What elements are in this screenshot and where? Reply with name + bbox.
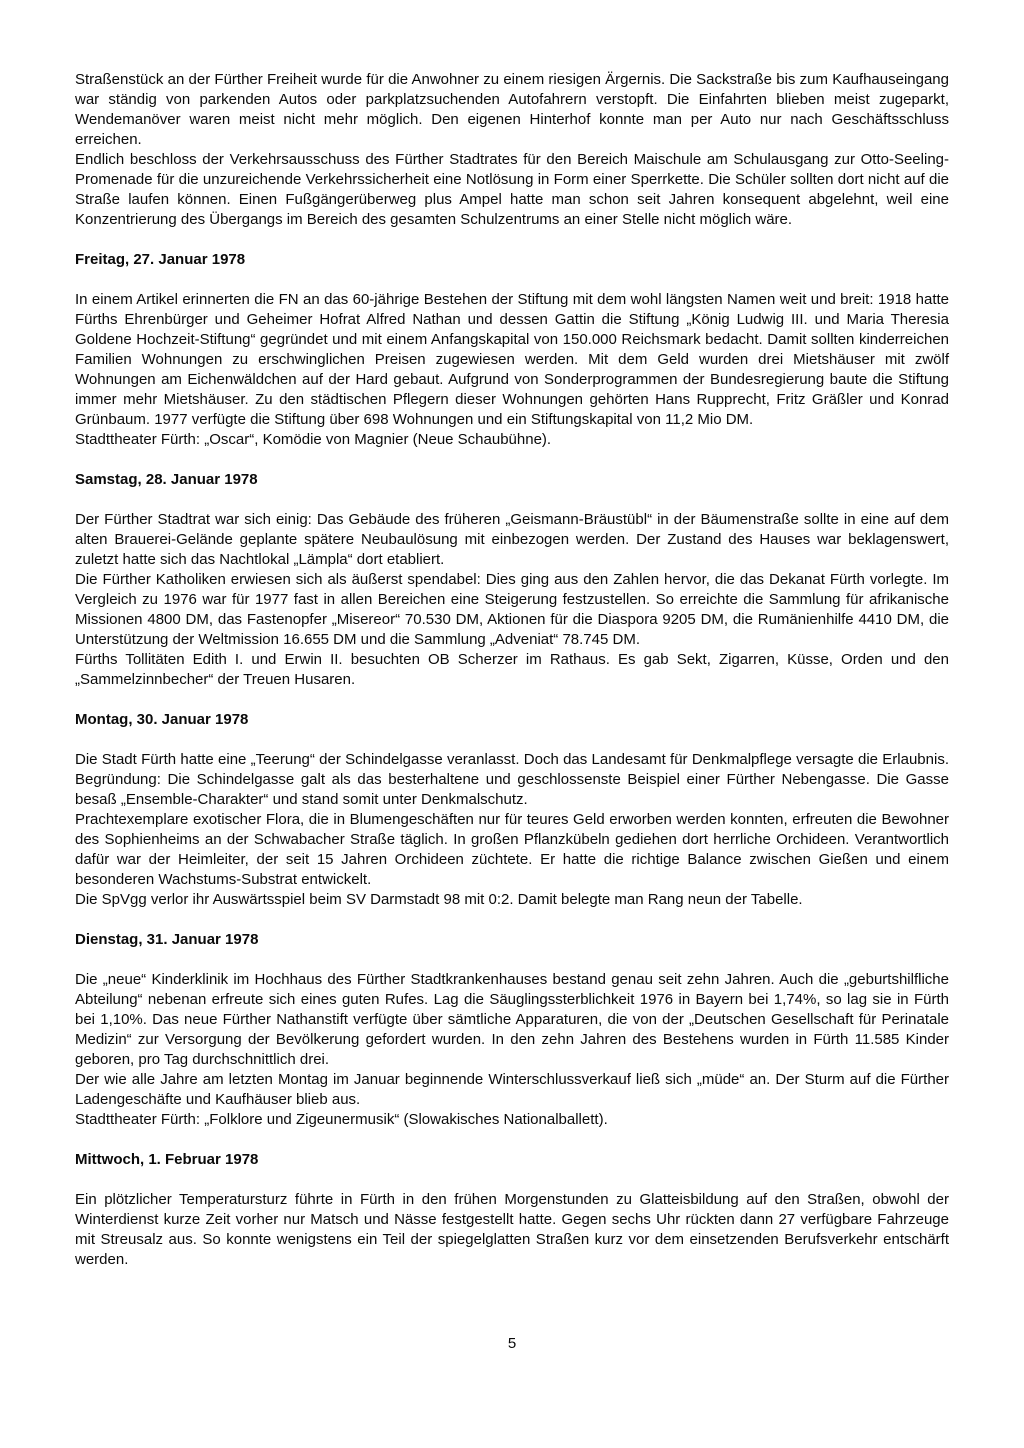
paragraph: Stadttheater Fürth: „Folklore und Zigeunermusik“ (Slowakisches Nationalballett).	[75, 1111, 608, 1128]
paragraph: Straßenstück an der Fürther Freiheit wurde für die Anwohner zu einem riesigen Ärgernis. Die Sackstraße bis zum Kaufhauseingang war ständig von parkenden Autos oder parkplatzsuchenden Autofahrern verstopft. Die Einfahrten blieben meist zugeparkt, Wendemanöver waren meist nicht mehr möglich. Den eigenen Hinterhof konnte man per Auto nur nach Geschäftsschluss erreichen.	[75, 71, 949, 148]
paragraph: Endlich beschloss der Verkehrsausschuss des Fürther Stadtrates für den Bereich Maischule am Schulausgang zur Otto-Seeling-Promenade für die unzureichende Verkehrssicherheit eine Notlösung in Form einer Sperrkette. Die Schüler sollten dort nicht auf die Straße laufen können. Einen Fußgängerüberweg plus Ampel hatte man schon seit Jahren konsequent abgelehnt, weil eine Konzentrierung des Übergangs im Bereich des gesamten Schulzentrums an einer Stelle nicht möglich wäre.	[75, 151, 949, 228]
paragraph: Der wie alle Jahre am letzten Montag im Januar beginnende Winterschlussverkauf ließ sich „müde“ an. Der Sturm auf die Fürther Ladengeschäfte und Kaufhäuser blieb aus.	[75, 1071, 949, 1108]
paragraph: In einem Artikel erinnerten die FN an das 60-jährige Bestehen der Stiftung mit dem wohl längsten Namen weit und breit: 1918 hatte Fürths Ehrenbürger und Geheimer Hofrat Alfred Nathan und dessen Gattin die Stiftung „König Ludwig III. und Maria Theresia Goldene Hochzeit-Stiftung“ gegründet und mit einem Anfangskapital von 150.000 Reichsmark bedacht. Damit sollten kinderreichen Familien Wohnungen zu erschwinglichen Preisen zugewiesen werden. Mit dem Geld wurden drei Mietshäuser mit zwölf Wohnungen am Eichenwäldchen auf der Hard gebaut. Aufgrund von Sonderprogrammen der Bundesregierung baute die Stiftung immer mehr Mietshäuser. Zu den städtischen Pflegern dieser Wohnungen gehörten Hans Rupprecht, Fritz Gräßler und Konrad Grünbaum. 1977 verfügte die Stiftung über 698 Wohnungen und ein Stiftungskapital von 11,2 Mio DM.	[75, 291, 949, 428]
paragraph: Die Fürther Katholiken erwiesen sich als äußerst spendabel: Dies ging aus den Zahlen hervor, die das Dekanat Fürth vorlegte. Im Vergleich zu 1976 war für 1977 fast in allen Bereichen eine Steigerung festzustellen. So erreichte die Sammlung für afrikanische Missionen 4800 DM, das Fastenopfer „Misereor“ 70.530 DM, Aktionen für die Diaspora 9205 DM, die Rumänienhilfe 4410 DM, die Unterstützung der Weltmission 16.655 DM und die Sammlung „Adveniat“ 78.745 DM.	[75, 571, 949, 648]
paragraph: Stadttheater Fürth: „Oscar“, Komödie von Magnier (Neue Schaubühne).	[75, 431, 552, 448]
page-number: 5	[507, 1335, 517, 1352]
paragraph: Die „neue“ Kinderklinik im Hochhaus des Fürther Stadtkrankenhauses bestand genau seit zehn Jahren. Auch die „geburtshilfliche Abteilung“ nebenan erfreute sich eines guten Rufes. Lag die Säuglingssterblichkeit 1976 in Bayern bei 1,74%, so lag sie in Fürth bei 1,10%. Das neue Fürther Nathanstift verfügte über sämtliche Apparaturen, die von der „Deutschen Gesellschaft für Perinatale Medizin“ zur Versorgung der Bevölkerung gefordert wurden. In den zehn Jahren des Bestehens wurden in Fürth 11.585 Kinder geboren, pro Tag durchschnittlich drei.	[75, 971, 949, 1068]
document-content	[75, 70, 949, 1270]
paragraph: Die Stadt Fürth hatte eine „Teerung“ der Schindelgasse veranlasst. Doch das Landesamt für Denkmalpflege versagte die Erlaubnis. Begründung: Die Schindelgasse galt als das besterhaltene und geschlossenste Beispiel einer Fürther Nebengasse. Die Gasse besaß „Ensemble-Charakter“ und stand somit unter Denkmalschutz.	[75, 751, 949, 808]
section-heading: Montag, 30. Januar 1978	[75, 711, 249, 728]
section-heading: Mittwoch, 1. Februar 1978	[75, 1151, 259, 1168]
paragraph: Fürths Tollitäten Edith I. und Erwin II. besuchten OB Scherzer im Rathaus. Es gab Sekt, Zigarren, Küsse, Orden und den „Sammelzinnbecher“ der Treuen Husaren.	[75, 651, 949, 688]
section-heading: Dienstag, 31. Januar 1978	[75, 931, 259, 948]
paragraph: Ein plötzlicher Temperatursturz führte in Fürth in den frühen Morgenstunden zu Glatteisbildung auf den Straßen, obwohl der Winterdienst kurze Zeit vorher nur Matsch und Nässe festgestellt hatte. Gegen sechs Uhr rückten dann 27 verfügbare Fahrzeuge mit Streusalz aus. So konnte wenigstens ein Teil der spiegelglatten Straßen kurz vor dem einsetzenden Berufsverkehr entschärft werden.	[75, 1191, 949, 1268]
paragraph: Prachtexemplare exotischer Flora, die in Blumengeschäften nur für teures Geld erworben werden konnten, erfreuten die Bewohner des Sophienheims an der Schwabacher Straße täglich. In großen Pflanzkübeln gediehen dort herrliche Orchideen. Verantwortlich dafür war der Heimleiter, der seit 15 Jahren Orchideen züchtete. Er hatte die richtige Balance zwischen Gießen und einem besonderen Wachstums-Substrat entwickelt.	[75, 811, 949, 888]
paragraph: Der Fürther Stadtrat war sich einig: Das Gebäude des früheren „Geismann-Bräustübl“ in der Bäumenstraße sollte in eine auf dem alten Brauerei-Gelände geplante spätere Neubaulösung mit einbezogen werden. Der Zustand des Hauses war beklagenswert, zuletzt hatte sich das Nachtlokal „Lämpla“ dort etabliert.	[75, 511, 949, 568]
section-heading: Freitag, 27. Januar 1978	[75, 251, 246, 268]
paragraph: Die SpVgg verlor ihr Auswärtsspiel beim SV Darmstadt 98 mit 0:2. Damit belegte man Rang neun der Tabelle.	[75, 891, 803, 908]
section-heading: Samstag, 28. Januar 1978	[75, 471, 258, 488]
